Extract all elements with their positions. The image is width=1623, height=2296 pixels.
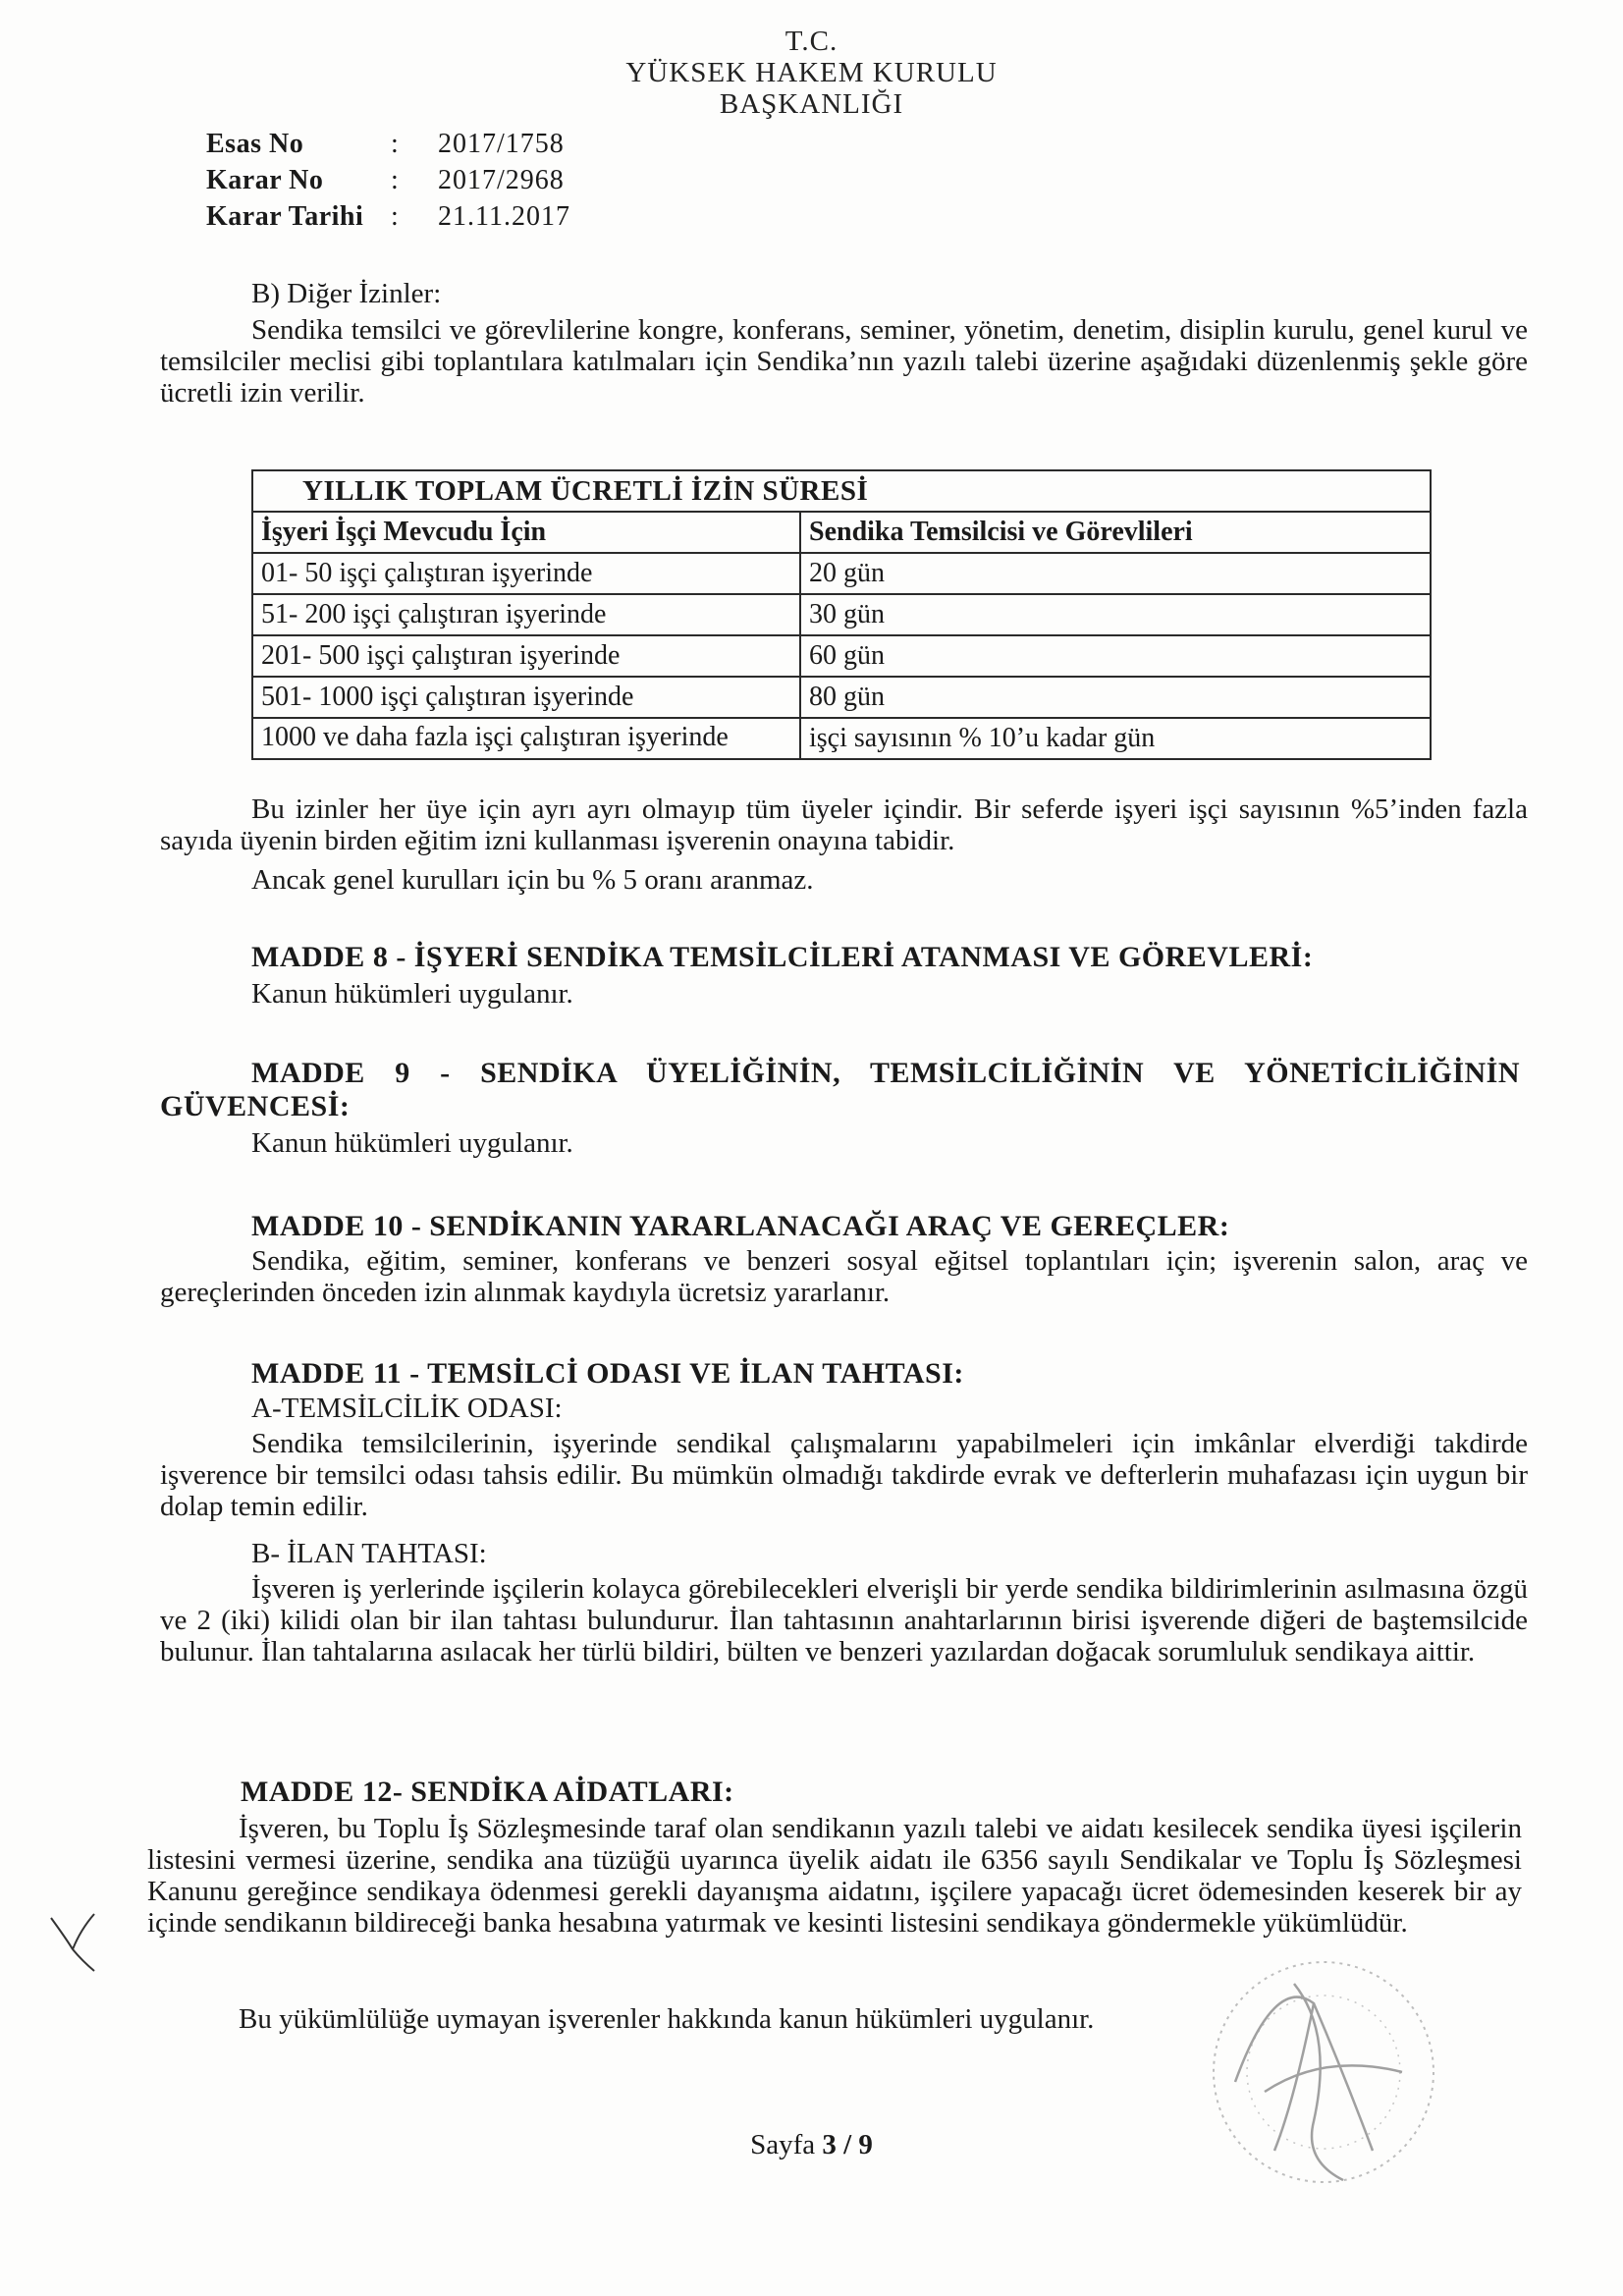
esas-value: 2017/1758 <box>438 129 565 159</box>
after-table-note: Ancak genel kurulları için bu % 5 oranı aranmaz. <box>251 864 814 896</box>
madde-8-text: Kanun hükümleri uygulanır. <box>251 978 573 1010</box>
karar-label: Karar No <box>206 165 324 195</box>
meta-row-esas <box>206 126 570 162</box>
margin-checkmark-icon <box>43 1910 102 1979</box>
karar-value: 2017/2968 <box>438 165 565 195</box>
madde-11-title: MADDE 11 - TEMSİLCİ ODASI VE İLAN TAHTASI: <box>251 1357 964 1390</box>
esas-separator: : <box>391 129 399 159</box>
table-col2-header: Sendika Temsilcisi ve Görevlileri <box>800 512 1431 553</box>
madde-12-closing: Bu yükümlülüğe uymayan işverenler hakkında kanun hükümleri uygulanır. <box>239 2003 1095 2035</box>
table-header-row <box>252 512 1431 553</box>
madde-9-title: MADDE 9 - SENDİKA ÜYELİĞİNİN, TEMSİLCİLİĞİNİN VE YÖNETİCİLİĞİNİN GÜVENCESİ: <box>160 1057 1520 1122</box>
header-tc: T.C. <box>784 26 839 57</box>
table-row <box>252 594 1431 635</box>
after-table-paragraph: Bu izinler her üye için ayrı ayrı olmayıp tüm üyeler içindir. Bir seferde işyeri işçi sayısının %5’inden fazla sayıda üyenin birden eğitim izni kullanması işverenin onayına tabidir. <box>160 793 1528 856</box>
table-cell-days: işçi sayısının % 10’u kadar gün <box>800 718 1431 759</box>
section-b-paragraph: Sendika temsilci ve görevlilerine kongre, konferans, seminer, yönetim, denetim, disiplin kurulu, genel kurul ve temsilciler meclisi gibi toplantılara katılmaları için Sendika’nın yazılı talebi üzerine aşağıdaki düzenlenmiş şekle göre ücretli izin verilir. <box>160 314 1528 409</box>
leave-table <box>251 469 1432 760</box>
meta-row-tarih <box>206 198 570 235</box>
table-row <box>252 635 1431 677</box>
madde-11-text-a: Sendika temsilcilerinin, işyerinde sendikal çalışmalarını yapabilmeleri için imkânlar elverdiği takdirde işverence bir temsilci odası tahsis edilir. Bu mümkün olmadığı takdirde evrak ve defterlerin muhafazası için uygun bir dolap temin edilir. <box>160 1428 1528 1522</box>
page-number-total: 9 <box>858 2129 873 2160</box>
tarih-label: Karar Tarihi <box>206 201 364 232</box>
tarih-separator: : <box>391 201 399 232</box>
header-institution: YÜKSEK HAKEM KURULU <box>625 57 998 88</box>
madde-11-text-b: İşveren iş yerlerinde işçilerin kolayca görebilecekleri elverişli bir yerde sendika bildirimlerinin asılmasına özgü ve 2 (iki) kilidi olan bir ilan tahtası bulundurur. İlan tahtasının anahtarlarının birisi işverende diğeri de baştemsilcide bulunur. İlan tahtalarına asılacak her türlü bildiri, bülten ve benzeri yazılardan doğacak sorumluluk sendikaya aittir. <box>160 1573 1528 1667</box>
esas-label: Esas No <box>206 129 304 159</box>
table-cell-days: 60 gün <box>800 635 1431 677</box>
table-cell-days: 20 gün <box>800 553 1431 594</box>
madde-12-text: İşveren, bu Toplu İş Sözleşmesinde taraf olan sendikanın yazılı talebi ve aidatı kesilecek sendika üyesi işçilerin listesini vermesi üzerine, sendika ana tüzüğü uyarınca üyelik aidatı ile 6356 sayılı Sendikalar ve Toplu İş Sözleşmesi Kanunu gereğince sendikaya ödenmesi gerekli dayanışma aidatını, işçilere yapacağı ücret ödemesinden keserek bir ay içinde sendikanın bildireceği banka hesabına yatırmak ve kesinti listesini sendikaya göndermekle yükümlüdür. <box>147 1813 1522 1939</box>
madde-10-text: Sendika, eğitim, seminer, konferans ve benzeri sosyal eğitsel toplantıları için; işverenin salon, araç ve gereçlerinden önceden izin alınmak kaydıyla ücretsiz yararlanır. <box>160 1245 1528 1308</box>
page-number-prefix: Sayfa <box>750 2129 816 2160</box>
madde-11-subheading-a: A-TEMSİLCİLİK ODASI: <box>251 1393 563 1424</box>
page-number-separator: / <box>843 2129 852 2160</box>
official-stamp-icon <box>1176 1944 1451 2200</box>
section-b-heading: B) Diğer İzinler: <box>251 278 442 309</box>
table-row <box>252 553 1431 594</box>
table-cell-workers: 1000 ve daha fazla işçi çalıştıran işyerinde <box>252 718 800 759</box>
madde-8-title: MADDE 8 - İŞYERİ SENDİKA TEMSİLCİLERİ ATANMASI VE GÖREVLERİ: <box>251 941 1314 973</box>
table-title-row <box>252 470 1431 512</box>
tarih-value: 21.11.2017 <box>438 201 570 232</box>
table-row <box>252 718 1431 759</box>
table-cell-workers: 51- 200 işçi çalıştıran işyerinde <box>252 594 800 635</box>
table-cell-workers: 501- 1000 işçi çalıştıran işyerinde <box>252 677 800 718</box>
madde-12-title: MADDE 12- SENDİKA AİDATLARI: <box>241 1776 734 1808</box>
meta-row-karar <box>206 162 570 198</box>
table-title: YILLIK TOPLAM ÜCRETLİ İZİN SÜRESİ <box>252 470 1431 512</box>
madde-11-subheading-b: B- İLAN TAHTASI: <box>251 1538 487 1569</box>
case-meta <box>206 126 570 235</box>
table-col1-header: İşyeri İşçi Mevcudu İçin <box>252 512 800 553</box>
document-header <box>0 26 1623 120</box>
karar-separator: : <box>391 165 399 195</box>
header-presidency: BAŞKANLIĞI <box>719 88 904 120</box>
page-number <box>0 2129 1623 2161</box>
page-number-current: 3 <box>822 2129 837 2160</box>
table-cell-days: 30 gün <box>800 594 1431 635</box>
table-cell-workers: 201- 500 işçi çalıştıran işyerinde <box>252 635 800 677</box>
madde-9-text: Kanun hükümleri uygulanır. <box>251 1127 573 1159</box>
madde-10-title: MADDE 10 - SENDİKANIN YARARLANACAĞI ARAÇ VE GEREÇLER: <box>251 1210 1230 1242</box>
table-cell-workers: 01- 50 işçi çalıştıran işyerinde <box>252 553 800 594</box>
table-cell-days: 80 gün <box>800 677 1431 718</box>
table-row <box>252 677 1431 718</box>
